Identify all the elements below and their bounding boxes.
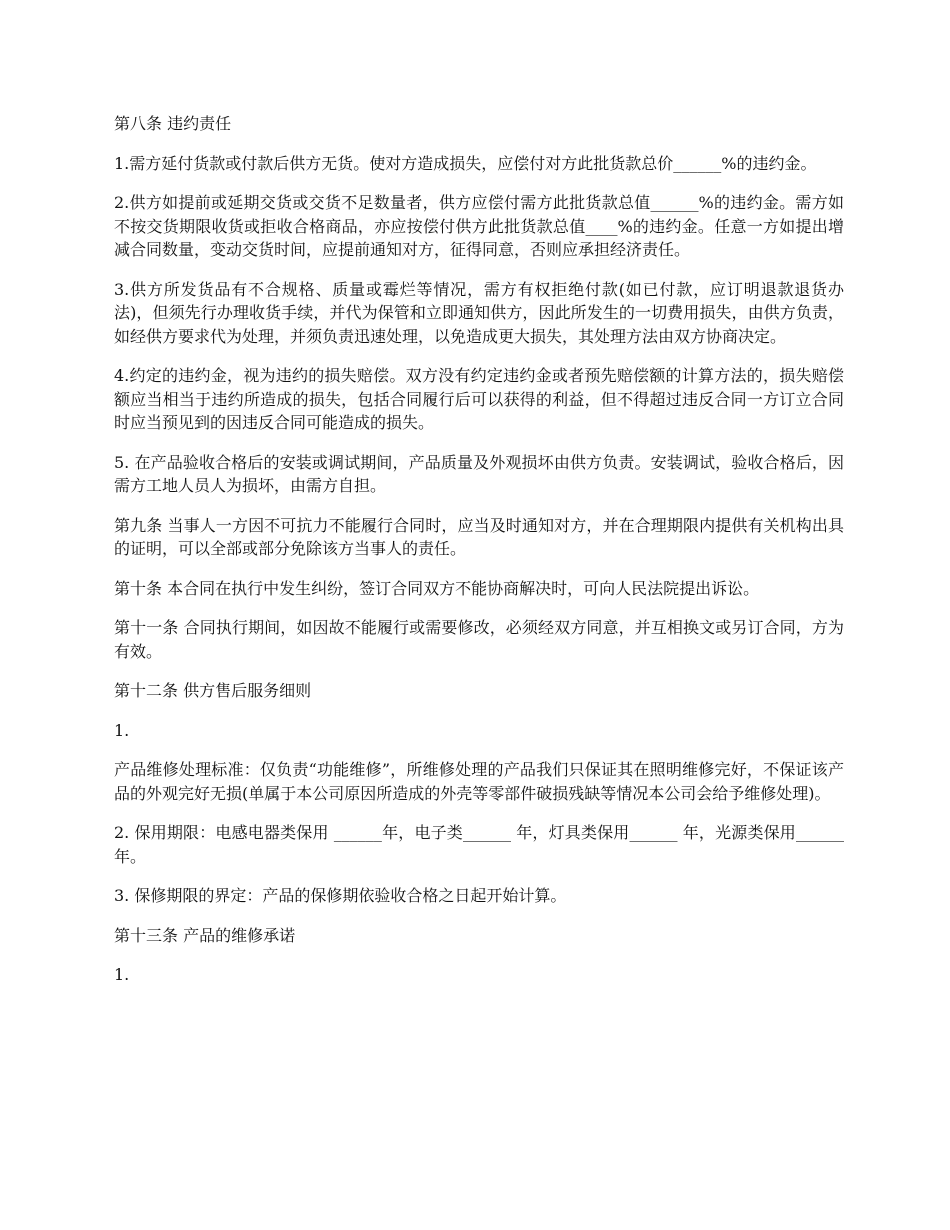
article-8-clause-1: 1.需方延付货款或付款后供方无货。使对方造成损失，应偿付对方此批货款总价______%的违约金。 <box>114 153 817 173</box>
article-13-item-1-number: 1. <box>114 965 130 984</box>
article-12-item-3: 3. 保修期限的界定：产品的保修期依验收合格之日起开始计算。 <box>114 886 567 905</box>
article-8-clause-3: 3.供方所发货品有不合规格、质量或霉烂等情况，需方有权拒绝付款(如已付款，应订明退款退货办法)，但须先行办理收货手续，并代为保管和立即通知供方，因此所发生的一切费用损失，由供方负责，如经供方要求代为处理，并须负责迅速处理，以免造成更大损失，其处理方法由双方协商决定。 <box>114 279 844 346</box>
article-12-heading: 第十二条 供方售后服务细则 <box>114 681 312 700</box>
article-11: 第十一条 合同执行期间，如因故不能履行或需要修改，必须经双方同意，并互相换文或另订合同，方为有效。 <box>114 618 844 661</box>
article-13-heading: 第十三条 产品的维修承诺 <box>114 925 296 945</box>
article-12-item-1-number: 1. <box>114 720 130 740</box>
article-8-heading: 第八条 违约责任 <box>114 114 232 133</box>
article-8-clause-2: 2.供方如提前或延期交货或交货不足数量者，供方应偿付需方此批货款总值______%的违约金。需方如不按交货期限收货或拒收合格商品，亦应按偿付供方此批货款总值____%的违约金。任意一方如提出增减合同数量，变动交货时间，应提前通知对方，征得同意，否则应承担经济责任。 <box>114 193 844 259</box>
article-12-item-2: 2. 保用期限：电感电器类保用 ______年，电子类______ 年，灯具类保用______ 年，光源类保用______ 年。 <box>114 823 850 866</box>
article-12-item-1-text: 产品维修处理标准：仅负责“功能维修”，所维修处理的产品我们只保证其在照明维修完好，不保证该产品的外观完好无损(单属于本公司原因所造成的外壳等零部件破损残缺等情况本公司会给予维修处理)。 <box>114 760 844 803</box>
article-10: 第十条 本合同在执行中发生纠纷，签订合同双方不能协商解决时，可向人民法院提出诉讼。 <box>114 578 760 598</box>
article-8-clause-4: 4.约定的违约金，视为违约的损失赔偿。双方没有约定违约金或者预先赔偿额的计算方法的，损失赔偿额应当相当于违约所造成的损失，包括合同履行后可以获得的利益，但不得超过违反合同一方订立合同时应当预见到的因违反合同可能造成的损失。 <box>114 366 844 432</box>
article-8-clause-5: 5. 在产品验收合格后的安装或调试期间，产品质量及外观损坏由供方负责。安装调试，验收合格后，因需方工地人员人为损坏，由需方自担。 <box>114 452 844 495</box>
article-9: 第九条 当事人一方因不可抗力不能履行合同时，应当及时通知对方，并在合理期限内提供有关机构出具的证明，可以全部或部分免除该方当事人的责任。 <box>114 515 844 558</box>
document-body <box>114 112 850 1003</box>
